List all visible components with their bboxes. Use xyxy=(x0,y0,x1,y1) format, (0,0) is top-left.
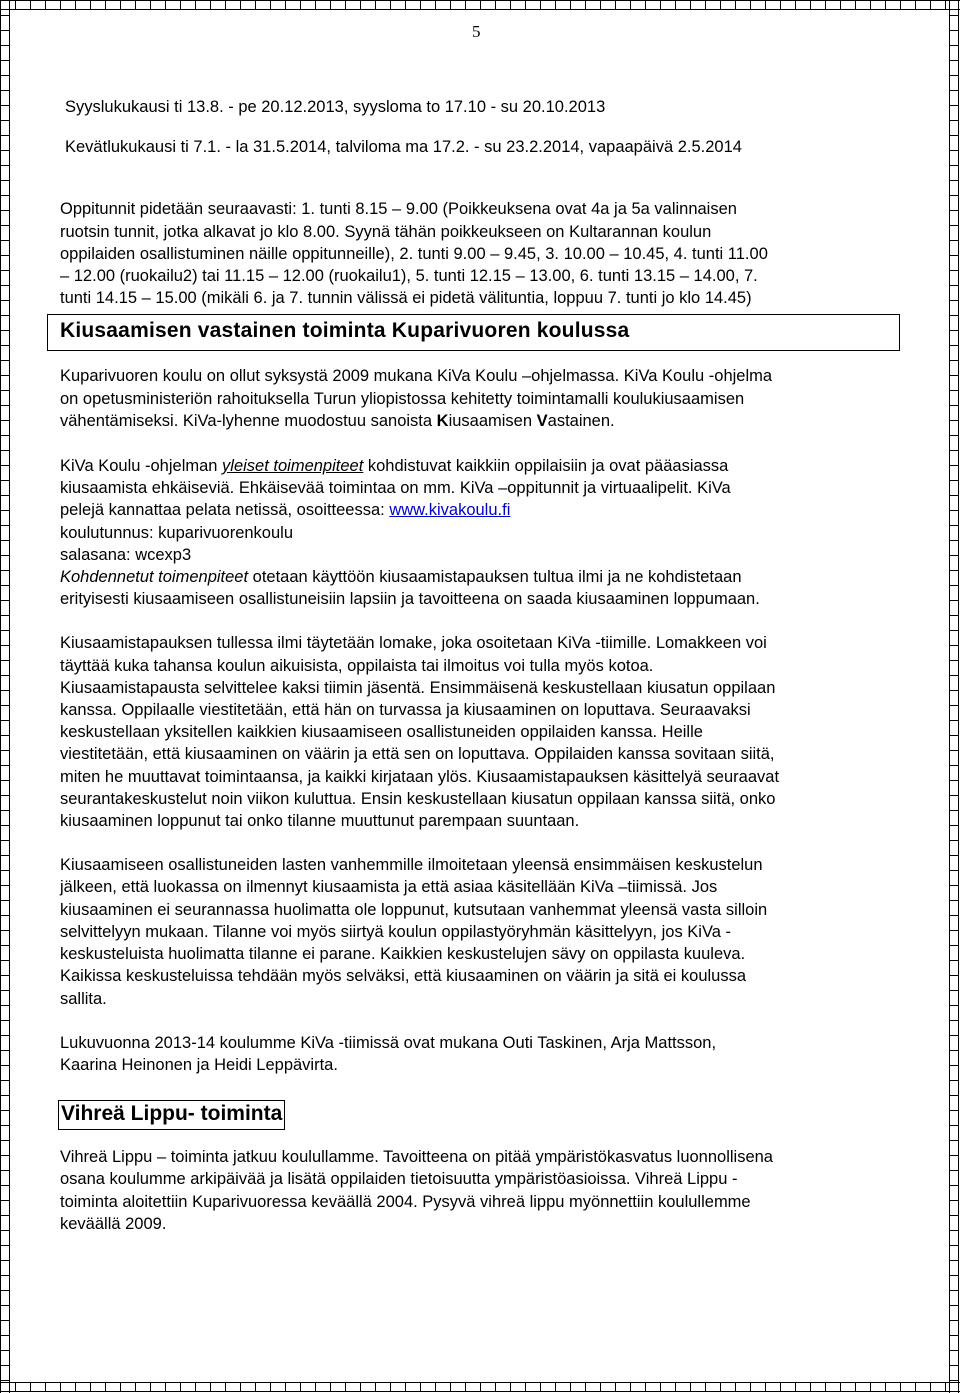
kiva-intro xyxy=(60,365,906,432)
kiva-parents xyxy=(60,854,906,1009)
parents-line: selvittelyyn mukaan. Tilanne voi myös siirtyä koulun oppilastyöryhmän käsittelyyn, jos KiVa - xyxy=(60,922,731,941)
general-measures-term: yleiset toimenpiteet xyxy=(222,457,364,476)
kiva-intro-text: astainen. xyxy=(547,411,615,430)
general-line xyxy=(60,499,906,521)
parents-line: jälkeen, että luokassa on ilmennyt kiusaamista ja että asiaa käsitellään KiVa –tiimissä. Jos xyxy=(60,878,718,897)
general-text: kohdistuvat kaikkiin oppilaisiin ja ovat pääasiassa xyxy=(363,457,729,476)
kivakoulu-link[interactable]: www.kivakoulu.fi xyxy=(389,501,511,520)
case-line: Kiusaamistapauksen tullessa ilmi täytetään lomake, joka osoitetaan KiVa -tiimille. Lomakkeen voi xyxy=(60,634,767,653)
schedule-line: ruotsin tunnit, jotka alkavat jo klo 8.00. Syynä tähän poikkeukseen on Kultarannan koulun xyxy=(60,222,712,241)
parents-line: sallita. xyxy=(60,989,107,1008)
page-border-top xyxy=(0,0,960,10)
case-line: miten he muuttavat toimintaansa, ja kaikki kirjataan ylös. Kiusaamistapauksen käsittelyä seuraavat xyxy=(60,767,780,786)
case-line: viestitetään, että kiusaaminen on väärin ja että sen on loputtava. Oppilaiden kanssa sovitaan siitä, xyxy=(60,745,775,764)
schedule-line: oppilaiden osallistuminen näille oppitunneille), 2. tunti 9.00 – 9.45, 3. 10.00 – 10.45, 4. tunti 11.00 xyxy=(60,244,768,263)
schedule-line: Oppitunnit pidetään seuraavasti: 1. tunti 8.15 – 9.00 (Poikkeuksena ovat 4a ja 5a valinnaisen xyxy=(60,200,737,219)
general-line xyxy=(60,455,906,477)
page-content xyxy=(60,96,906,1235)
kiva-intro-line: Kuparivuoren koulu on ollut syksystä 2009 mukana KiVa Koulu –ohjelmassa. KiVa Koulu -ohjelma xyxy=(60,367,773,386)
case-line: täyttää kuka tahansa koulun aikuisista, oppilaista tai ilmoitus voi tulla myös kotoa. xyxy=(60,656,654,675)
parents-line: kiusaaminen ei seurannassa huolimatta ole loppunut, kutsutaan vanhemmat yleensä vasta silloin xyxy=(60,900,768,919)
kiva-intro-text: iusaamisen xyxy=(448,411,537,430)
school-code: koulutunnus: kuparivuorenkoulu xyxy=(60,523,293,542)
lesson-schedule xyxy=(60,198,906,309)
team-line: Lukuvuonna 2013-14 koulumme KiVa -tiimissä ovat mukana Outi Taskinen, Arja Mattsson, xyxy=(60,1033,717,1052)
page-number: 5 xyxy=(472,22,481,41)
kiva-letter-v: V xyxy=(536,411,548,430)
targeted-text: otetaan käyttöön kiusaamistapauksen tultua ilmi ja ne kohdistetaan xyxy=(248,568,742,587)
parents-line: keskusteluista huolimatta tilanne ei parane. Kaikkien keskustelujen sävy on oppilasta kuuleva. xyxy=(60,945,746,964)
green-flag-line: toiminta aloitettiin Kuparivuoressa keväällä 2004. Pysyvä vihreä lippu myönnettiin koulullemme xyxy=(60,1192,751,1211)
schedule-line: tunti 14.15 – 15.00 (mikäli 6. ja 7. tunnin välissä ei pidetä välituntia, loppuu 7. tunti jo klo 14.45) xyxy=(60,289,752,308)
general-text: KiVa Koulu -ohjelman xyxy=(60,457,223,476)
kiva-general-measures xyxy=(60,455,906,610)
kiva-case-handling xyxy=(60,632,906,832)
general-text: pelejä kannattaa pelata netissä, osoitteessa: xyxy=(60,501,390,520)
password: salasana: wcexp3 xyxy=(60,545,192,564)
page-border-right xyxy=(949,0,959,1393)
spring-term: Kevätlukukausi ti 7.1. - la 31.5.2014, talviloma ma 17.2. - su 23.2.2014, vapaapäivä 2.5.2014 xyxy=(65,138,742,157)
general-line: kiusaamista ehkäiseviä. Ehkäisevää toimintaa on mm. KiVa –oppitunnit ja virtuaalipelit. KiVa xyxy=(60,479,731,498)
green-flag-line: Vihreä Lippu – toiminta jatkuu koulullamme. Tavoitteena on pitää ympäristökasvatus luonnollisena xyxy=(60,1148,773,1167)
case-line: seurantakeskustelut noin viikon kuluttua. Ensin keskustellaan kiusatun oppilaan kanssa siitä, onko xyxy=(60,789,776,808)
autumn-term: Syyslukukausi ti 13.8. - pe 20.12.2013, syysloma to 17.10 - su 20.10.2013 xyxy=(65,98,606,116)
schedule-line: – 12.00 (ruokailu2) tai 11.15 – 12.00 (ruokailu1), 5. tunti 12.15 – 13.00, 6. tunti 13.15 – 14.00, 7. xyxy=(60,267,758,286)
green-flag-heading: Vihreä Lippu- toiminta xyxy=(58,1100,285,1130)
green-flag-line: osana koulumme arkipäivää ja lisätä oppilaiden tietoisuutta ympäristöasioissa. Vihreä Lippu - xyxy=(60,1170,738,1189)
kiva-heading: Kiusaamisen vastainen toiminta Kuparivuoren koulussa xyxy=(47,314,900,351)
case-line: kiusaaminen loppunut tai onko tilanne muuttunut parempaan suuntaan. xyxy=(60,812,580,831)
team-line: Kaarina Heinonen ja Heidi Leppävirta. xyxy=(60,1055,338,1074)
page-border-bottom xyxy=(0,1382,960,1392)
kiva-team xyxy=(60,1032,906,1076)
parents-line: Kiusaamiseen osallistuneiden lasten vanhemmille ilmoitetaan yleensä ensimmäisen keskustelun xyxy=(60,856,763,875)
parents-line: Kaikissa keskusteluissa tehdään myös selväksi, että kiusaaminen on väärin ja sitä ei koulussa xyxy=(60,967,747,986)
green-flag-line: keväällä 2009. xyxy=(60,1214,167,1233)
kiva-letter-k: K xyxy=(436,411,449,430)
kiva-intro-text: vähentämiseksi. KiVa-lyhenne muodostuu sanoista xyxy=(60,411,437,430)
green-flag-text xyxy=(60,1146,906,1235)
case-line: Kiusaamistapausta selvittelee kaksi tiimin jäsentä. Ensimmäisenä keskustellaan kiusatun oppilaan xyxy=(60,678,776,697)
targeted-line xyxy=(60,566,906,588)
kiva-intro-line: on opetusministeriön rahoituksella Turun yliopistossa kehitetty toimintamalli koulukiusaamisen xyxy=(60,389,745,408)
kiva-intro-line xyxy=(60,410,906,432)
case-line: keskustellaan yksitellen kaikkien kiusaamiseen osallistuneiden oppilaiden kanssa. Heille xyxy=(60,723,703,742)
page-border-left xyxy=(0,0,10,1393)
targeted-line: erityisesti kiusaamiseen osallistuneisiin lapsiin ja tavoitteena on saada kiusaaminen loppumaan. xyxy=(60,590,760,609)
case-line: kanssa. Oppilaalle viestitetään, että hän on turvassa ja kiusaaminen on loputtava. Seuraavaksi xyxy=(60,701,751,720)
targeted-measures-term: Kohdennetut toimenpiteet xyxy=(60,568,249,587)
